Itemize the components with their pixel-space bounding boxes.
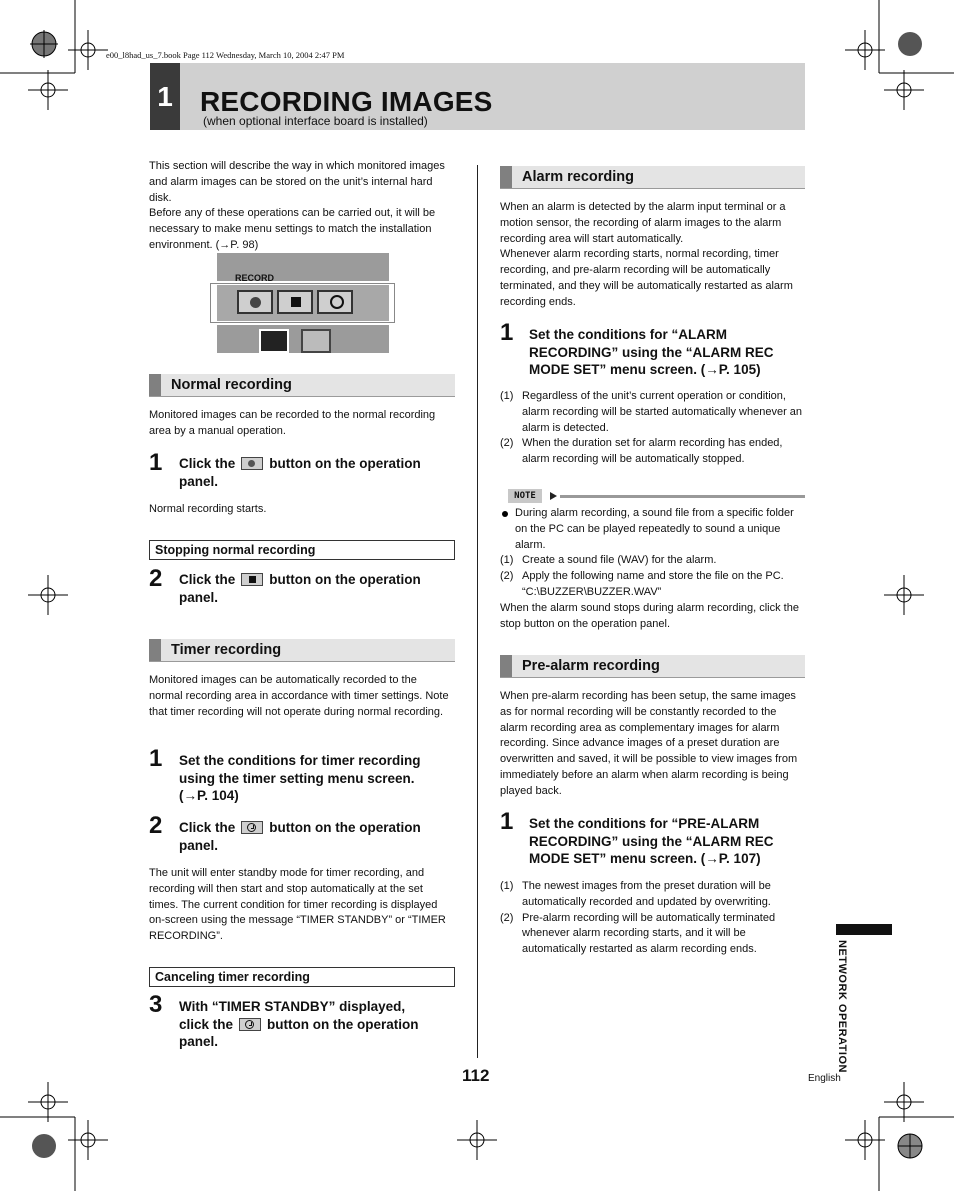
- record-button-icon: [241, 457, 263, 470]
- step-text-line: RECORDING” using the “ALARM REC: [529, 344, 774, 360]
- timer-button-icon: [241, 821, 263, 834]
- item-number: (1): [500, 390, 514, 402]
- item-text: The newest images from the preset duration will be automatically recorded and updated by overwriting.: [522, 880, 771, 908]
- record-button[interactable]: [237, 290, 273, 314]
- side-tab-label: NETWORK OPERATION: [836, 940, 848, 1073]
- panel-body: [217, 285, 389, 321]
- note-arrow-icon: [550, 492, 557, 500]
- step-number: 2: [149, 812, 163, 839]
- step-number: 3: [149, 991, 163, 1018]
- column-divider: [477, 165, 478, 1058]
- alarm-recording-text: [500, 200, 804, 311]
- panel-top-strip: [217, 253, 389, 281]
- list-item: [500, 389, 805, 436]
- registration-target-icon: [24, 1126, 64, 1166]
- stop-icon: [291, 297, 301, 307]
- registration-target-icon: [28, 1082, 68, 1122]
- step-text-line: Set the conditions for “ALARM: [529, 327, 727, 342]
- timer-button[interactable]: [317, 290, 353, 314]
- registration-target-icon: [890, 1126, 930, 1166]
- heading-marker: [500, 655, 512, 677]
- step-text-post: button on the operation: [269, 456, 421, 471]
- list-icon: [259, 329, 289, 353]
- step-text-line: using the timer setting menu screen.: [179, 770, 415, 786]
- item-number: (2): [500, 911, 514, 924]
- step-number: 2: [149, 565, 163, 592]
- step-text-line: MODE SET” menu screen. (→P. 107): [529, 851, 761, 866]
- intro-text: [149, 159, 457, 254]
- pre-alarm-items: [500, 879, 805, 958]
- side-tab-marker: [836, 924, 892, 935]
- item-number: (2): [500, 570, 514, 583]
- step-number: 1: [500, 319, 514, 346]
- item-text: Create a sound file (WAV) for the alarm.: [522, 554, 717, 567]
- step-text-pre: Click the: [179, 572, 236, 587]
- step-number: 1: [149, 449, 163, 476]
- item-number: (1): [500, 880, 514, 892]
- panel-bottom-strip: [217, 325, 389, 353]
- registration-target-icon: [884, 70, 924, 110]
- timer-recording-after: The unit will enter standby mode for timer recording, and recording will then start and stop automatically at the set times. The current condition for timer recording is displayed on-screen using the message “TIMER STANDBY” or “TIMER RECORDING”.: [149, 867, 446, 943]
- section-heading-alarm-recording: [500, 166, 805, 189]
- panel-highlight-frame: [210, 283, 395, 323]
- step-text-post: button on the operation: [269, 820, 421, 835]
- heading-text: Normal recording: [171, 377, 292, 393]
- subheading-canceling-timer-recording: [149, 967, 455, 987]
- note-body: [500, 506, 805, 632]
- note-after-text: When the alarm sound stops during alarm recording, click the stop button on the operation panel.: [500, 601, 799, 630]
- registration-target-icon: [457, 1120, 497, 1160]
- subheading-text: Canceling timer recording: [155, 970, 310, 984]
- note-bullet: [500, 506, 805, 553]
- timer-button-icon: [239, 1018, 261, 1031]
- operation-panel-image: [210, 253, 395, 353]
- timer-recording-text: Monitored images can be automatically recorded to the normal recording area in accordance with timer settings. Note that timer recording will not operate during normal recording.: [149, 674, 449, 718]
- timer-icon: [330, 295, 344, 309]
- step-text: [529, 326, 814, 379]
- step-text-pre: Click the: [179, 456, 236, 471]
- file-info: e00_l8had_us_7.book Page 112 Wednesday, March 10, 2004 2:47 PM: [106, 50, 345, 60]
- language-label: English: [808, 1073, 841, 1084]
- list-item: [500, 879, 805, 911]
- registration-target-icon: [68, 30, 108, 70]
- registration-target-icon: [28, 70, 68, 110]
- registration-target-icon: [884, 575, 924, 615]
- step-text-line: panel.: [179, 837, 219, 853]
- item-text: When the duration set for alarm recording has ended, alarm recording will be automatically stopped.: [522, 437, 783, 466]
- section-heading-normal-recording: [149, 374, 455, 397]
- step-text-pre: Click the: [179, 820, 236, 835]
- registration-target-icon: [845, 1120, 885, 1160]
- list-item: [500, 911, 805, 958]
- step-text-line: panel.: [179, 1034, 219, 1049]
- step-text: [179, 571, 459, 606]
- step-text-line: RECORDING” using the “ALARM REC: [529, 833, 774, 849]
- heading-text: Pre-alarm recording: [522, 658, 660, 674]
- step-text: [179, 455, 459, 490]
- heading-marker: [149, 374, 161, 396]
- item-text: Regardless of the unit’s current operation or condition, alarm recording will be started automatically whenever an alarm is detected.: [522, 390, 803, 434]
- intro-paragraph: Before any of these operations can be carried out, it will be necessary to make menu settings to match the installation environment. (→P. 98): [149, 207, 436, 251]
- page-subtitle: (when optional interface board is installed): [203, 114, 428, 128]
- step-text: [179, 819, 459, 854]
- intro-paragraph: This section will describe the way in which monitored images and alarm images can be stored on the unit’s internal hard disk.: [149, 160, 445, 204]
- subheading-text: Stopping normal recording: [155, 543, 316, 557]
- step-text-line: MODE SET” menu screen. (→P. 105): [529, 362, 761, 377]
- heading-marker: [149, 639, 161, 661]
- item-number: (1): [500, 554, 514, 567]
- bullet-icon: [502, 511, 508, 517]
- alarm-items: [500, 389, 805, 468]
- alarm-icon: [301, 329, 331, 353]
- registration-target-icon: [884, 1082, 924, 1122]
- step-text-post: button on the operation: [267, 1016, 419, 1032]
- step-number: 1: [500, 808, 514, 835]
- note-label-icon: NOTE: [508, 489, 542, 503]
- registration-target-icon: [68, 1120, 108, 1160]
- registration-target-icon: [845, 30, 885, 70]
- alarm-paragraph: Whenever alarm recording starts, normal recording, timer recording, and pre-alarm recording will be automatically terminated, and they will be automatically restarted as alarm recording ends.: [500, 248, 793, 308]
- step-text-post: button on the operation: [269, 572, 421, 587]
- registration-target-icon: [28, 575, 68, 615]
- subheading-stopping-normal-recording: [149, 540, 455, 560]
- step-text-pre: click the: [179, 1016, 234, 1032]
- section-heading-timer-recording: [149, 639, 455, 662]
- step-text-line: Set the conditions for “PRE-ALARM: [529, 816, 760, 831]
- chapter-number: 1: [150, 63, 180, 130]
- step-text: [179, 752, 459, 805]
- note-rule: [560, 495, 805, 498]
- stop-button[interactable]: [277, 290, 313, 314]
- panel-label: RECORD: [235, 273, 275, 283]
- item-number: (2): [500, 437, 514, 450]
- pre-alarm-recording-text: When pre-alarm recording has been setup, the same images as for normal recording will be constantly recorded to the alarm recording area as complementary images for alarm recording. Since advance images of a preset duration are overwritten and saved, it will be possible to view images from immediately before an alarm when alarm recording is being played back.: [500, 690, 798, 797]
- step-text-line: (→P. 104): [179, 788, 239, 803]
- page-title: RECORDING IMAGES: [200, 86, 493, 117]
- item-text: Apply the following name and store the file on the PC. “C:\BUZZER\BUZZER.WAV”: [522, 570, 784, 598]
- step-text-line: With “TIMER STANDBY” displayed,: [179, 999, 406, 1014]
- note-header: [500, 489, 805, 505]
- registration-target-icon: [890, 24, 930, 64]
- step-text-line: Set the conditions for timer recording: [179, 753, 421, 768]
- normal-recording-text: Monitored images can be recorded to the normal recording area by a manual operation.: [149, 409, 436, 437]
- list-item: [500, 436, 805, 468]
- heading-marker: [500, 166, 512, 188]
- stop-button-icon: [241, 573, 263, 586]
- list-item: [500, 569, 805, 601]
- step-text: [179, 998, 464, 1051]
- step-number: 1: [149, 745, 163, 772]
- item-text: Pre-alarm recording will be automatically terminated whenever alarm recording starts, and it will be automatically restarted as alarm recording ends.: [522, 911, 776, 956]
- registration-target-icon: [24, 24, 64, 64]
- heading-text: Alarm recording: [522, 169, 634, 185]
- step-text: [529, 815, 814, 868]
- note-bullet-text: During alarm recording, a sound file from a specific folder on the PC can be played repeatedly to sound a unique alarm.: [515, 507, 794, 551]
- step-text-line: panel.: [179, 589, 219, 605]
- section-heading-pre-alarm-recording: [500, 655, 805, 678]
- record-icon: [250, 297, 261, 308]
- heading-text: Timer recording: [171, 642, 282, 658]
- page-number: 112: [462, 1066, 490, 1085]
- step-text-line: panel.: [179, 473, 219, 489]
- alarm-paragraph: When an alarm is detected by the alarm input terminal or a motion sensor, the recording of alarm images to the alarm recording area will start automatically.: [500, 201, 786, 245]
- list-item: [500, 553, 805, 569]
- normal-recording-after: Normal recording starts.: [149, 503, 267, 515]
